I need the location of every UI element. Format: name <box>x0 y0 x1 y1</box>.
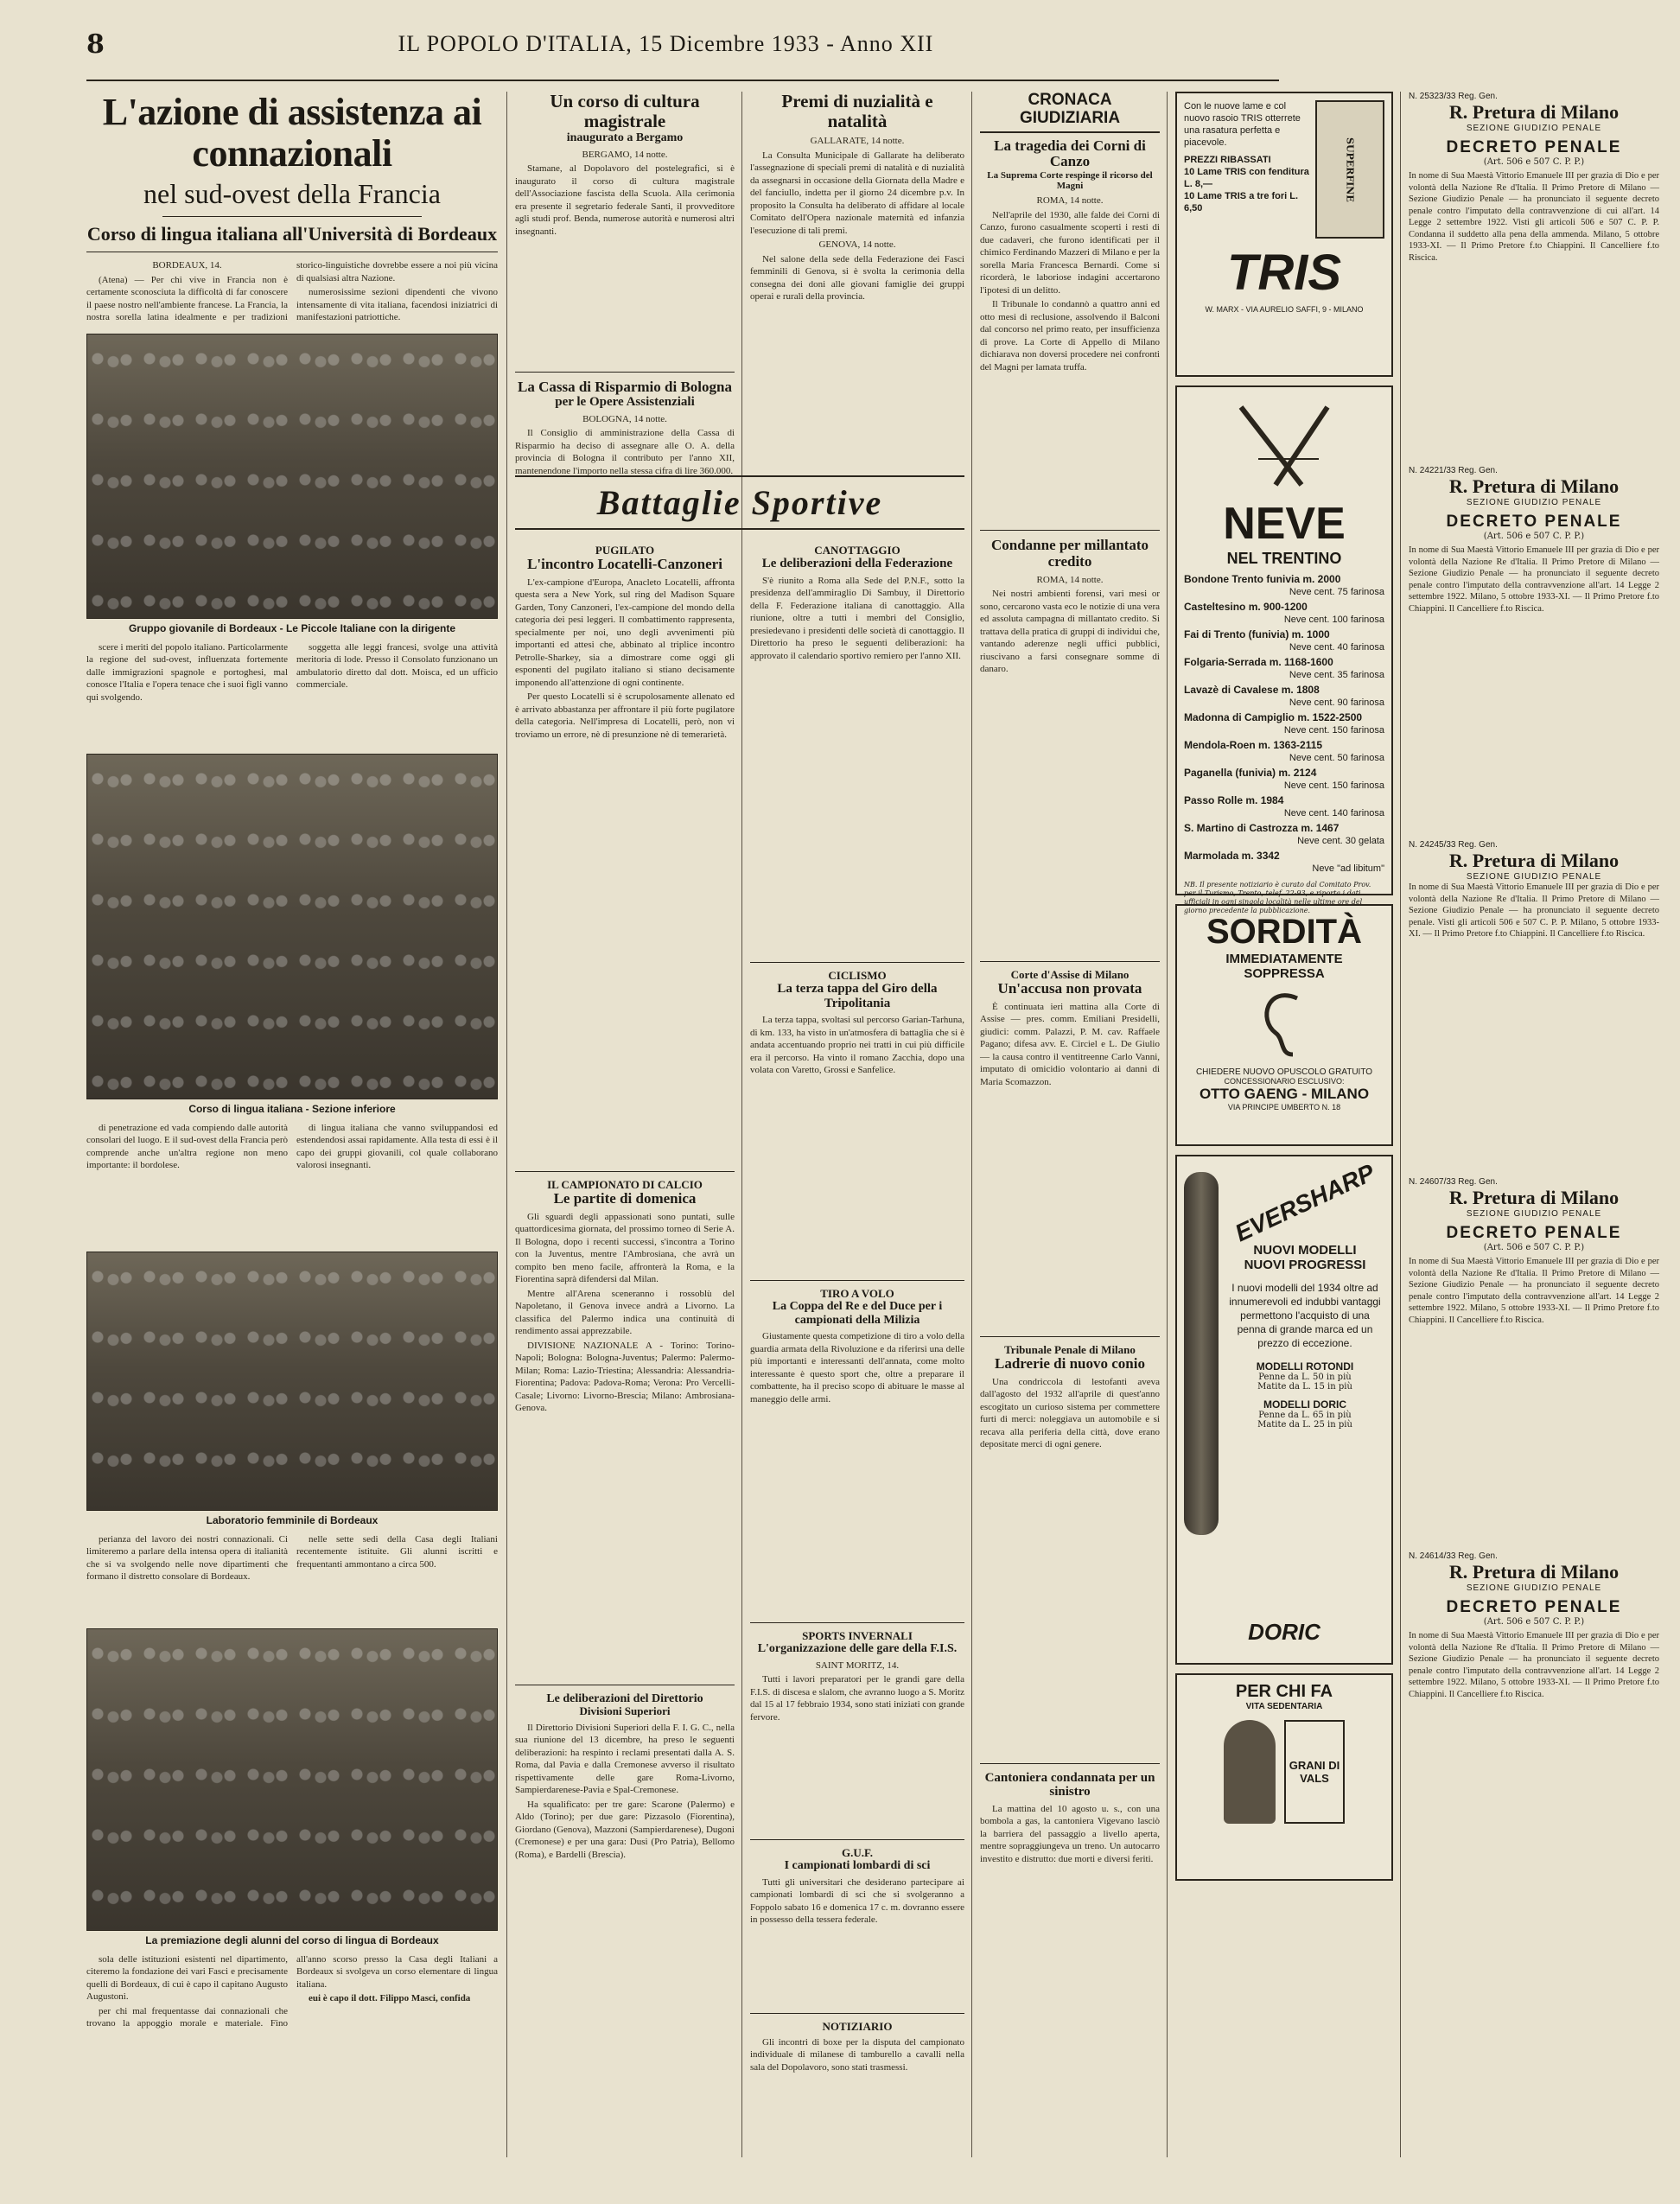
section-cronaca: CRONACA GIUDIZIARIA <box>980 92 1160 133</box>
photo-caption: Laboratorio femminile di Bordeaux <box>206 1513 379 1526</box>
skis-icon <box>1184 394 1384 498</box>
column-2-sport: PUGILATO L'incontro Locatelli-Canzoneri L'ex-campione d'Europa, Anacleto Locatelli, affronta questa sera a New York, sul ring del Madison Square Garden, Tony Canzoneri, l'ex-campione del mondo della categoria dei pesi leggeri. Il combattimento rappresenta, specialmente per noi, uno degli avvenimenti più importanti ed attesi che, abbinato al triplice incontro Petrolle-Sharkey, sia a dimostrare come oggi gli esponenti del pugilato italiano si stiano decisamente imponendo all'attenzione di ogni continente. Per questo Locatelli si è scrupolosamente allenato ed è arrivato abbastanza per affrontare il più forte pugilatore della categoria. Nell'impresa di Locatelli, però, non vi troviamo un errore, nè di presunzione nè di temerarietà. IL CAMPIONATO DI CALCIO Le partite di domenica Gli sguardi degli appassionati sono puntati, sulle quattordicesima giornata, del prossimo torneo di Serie A. Il Bologna, dopo i recenti successi, s'incontra a Torino con la Juventus, mentre l'Ambrosiana, che avrà un compito ben meno facile, affronterà la Roma, e la Fiorentina saprà difendersi dal Milan. Mentre all'Arena sceneranno i rossoblù del Napoletano, il Genova invece andrà a Livorno. La classifica del Palermo indica una continuità di rendimento assai apprezzabile. DIVISIONE NAZIONALE A - Torino: Torino-Napoli; Bologna: Bologna-Juventus; Palermo: Palermo-Milan; Roma: Lazio-Triestina; Alessandria: Alessandria-Fiorentina; Padova: Padova-Roma; Verona: Pro Vercelli-Casale; Livorno: Livorno-Brescia; Milano: Ambrosiana-Genova. Le deliberazioni del Direttorio Divisioni Superiori Il Direttorio Divisioni Superiori della F. I. G. C., nella sua riunione del 13 dicembre, ha preso le seguenti deliberazioni: ha respinto i reclami presentati dalla A. S. Roma, dal Pavia e dalla Cremonese avverso il risultato rispettivamente delle gare Roma-Livorno, Sampierdarenese-Pavia e Spal-Cremonese. Ha squalificato: per tre gare: Scarone (Palermo) e Aldo (Torino); per due gare: Pizzasolo (Fiorentina), Giordano (Genova), Mazzoni (Sampierdarenese), Dugoni (Cremonese) e per una gara: Dusi (Pro Patria), Bellomo (Roma), e Bardelli (Brescia). <box>515 544 735 1860</box>
decree-heading: DECRETO PENALE <box>1446 513 1622 531</box>
snow-condition: Neve cent. 40 farinosa <box>1289 642 1384 653</box>
decree-text: In nome di Sua Maestà Vittorio Emanuele III per grazia di Dio e per volontà della Nazione Re d'Italia. Il Primo Pretore di Milano — Sezione Giudizio Penale — ha pronunciato il seguente decreto penale. Visti gli articoli 506 e 507 C. P. P. Milano, 5 ottobre 1933-XI. — Il Primo Pretore f.to Chiappini. Il Cancelliere f.to Riscica. <box>1409 882 1659 939</box>
snow-condition: Neve cent. 150 farinosa <box>1283 780 1384 791</box>
headline-cantoniera: Cantoniera condannata per un sinistro <box>984 1770 1155 1800</box>
snow-report-row <box>1184 767 1384 793</box>
decree-heading: DECRETO PENALE <box>1446 138 1622 156</box>
decree-articles: (Art. 506 e 507 C. P. P.) <box>1483 1243 1585 1252</box>
main-headline: L'azione di assistenza ai connazionali <box>102 91 482 175</box>
pretura-decree <box>1409 1551 1659 1915</box>
snow-condition: Neve cent. 100 farinosa <box>1283 615 1384 625</box>
photo-corso-lingua <box>86 754 498 1099</box>
snow-report-row <box>1184 601 1384 627</box>
snow-condition: Neve cent. 150 farinosa <box>1283 725 1384 736</box>
headline-canottaggio: Le deliberazioni della Federazione <box>761 557 953 571</box>
person-icon <box>1224 1720 1276 1824</box>
snow-report-row <box>1184 850 1384 876</box>
ad-grani-vals: PER CHI FA VITA SEDENTARIA GRANI DI VALS <box>1175 1673 1393 1881</box>
page-number: 8 <box>86 29 105 60</box>
decree-section: SEZIONE GIUDIZIO PENALE <box>1466 872 1602 882</box>
snow-location: Mendola-Roen m. 1363-2115 <box>1184 739 1323 751</box>
snow-location: S. Martino di Castrozza m. 1467 <box>1184 822 1340 834</box>
main-subhead: nel sud-ovest della Francia <box>143 177 441 209</box>
column-3-sport: CANOTTAGGIO Le deliberazioni della Federazione S'è riunito a Roma alla Sede del P.N.F., sotto la presidenza dell'ammiraglio Di Sambuy, il Direttorio della F. Federazione italiana di canottaggio. Alla riunione, oltre a tutti i membri del Consiglio, presiedevano i presidenti delle società di canottaggio. Il Direttorio ha preso le seguenti deliberazioni: ha approvato il calendario sportivo remiero per l'anno XII. CICLISMO La terza tappa del Giro della Tripolitania La terza tappa, svoltasi sul percorso Garian-Tarhuna, di km. 133, ha visto in un'atmosfera di battaglia che si è andata accentuando proprio nei tratti in cui più difficile era il percorso. Ha vinto il romano Zacchia, dopo una volata con Varetto, Grossi e Sanfelice. TIRO A VOLO La Coppa del Re e del Duce per i campionati della Milizia Giustamente questa competizione di tiro a volo della guardia armata della Rivoluzione e da riferirsi una delle più importanti e interessanti dell'annata, come molto interessante è questo sport che, oltre a preparare il combattente, ha il preciso scopo di abituare le masse al maneggio delle armi. SPORTS INVERNALI L'organizzazione delle gare della F.I.S. SAINT MORITZ, 14. Tutti i lavori preparatori per le grandi gare della F.I.S. di discesa e slalom, che avranno luogo a S. Moritz dal 15 al 17 febbraio 1934, sono stati iniziati con grande fervore. G.U.F. I campionati lombardi di sci Tutti gli universitari che desiderano partecipare ai campionati lombardi di sci che si svolgeranno a Foppolo sabato 16 e domenica 17 c. m. dovranno essere in possesso della tessera federale. NOTIZIARIO Gli incontri di boxe per la disputa del campionato individuale di milanese di tamburello a cavalli nella sala del Dopolavoro, sono stati trasmessi. <box>750 544 964 2073</box>
snow-report-row <box>1184 684 1384 710</box>
headline-corso-cultura: Un corso di cultura magistrale <box>550 91 700 132</box>
photo-caption: La premiazione degli alunni del corso di lingua di Bordeaux <box>145 1933 439 1946</box>
masthead-title: IL POPOLO D'ITALIA, 15 Dicembre 1933 - Anno XII <box>398 31 934 56</box>
snow-report-row <box>1184 573 1384 599</box>
snow-condition: Neve cent. 30 gelata <box>1297 836 1384 846</box>
decree-ref: N. 24221/33 Reg. Gen. <box>1409 466 1498 475</box>
bottle-icon: GRANI DI VALS <box>1284 1720 1345 1824</box>
column-pretura <box>1409 92 1659 2149</box>
headline-invernali: L'organizzazione delle gare della F.I.S. <box>757 1642 958 1656</box>
snow-report-row <box>1184 822 1384 848</box>
tris-logo: TRIS <box>1226 245 1342 301</box>
decree-section: SEZIONE GIUDIZIO PENALE <box>1466 1209 1602 1219</box>
snow-condition: Neve cent. 35 farinosa <box>1289 670 1384 680</box>
snow-location: Fai di Trento (funivia) m. 1000 <box>1184 628 1330 640</box>
decree-ref: N. 24245/33 Reg. Gen. <box>1409 840 1498 850</box>
dateline: BORDEAUX, 14. <box>152 260 222 271</box>
snow-location: Lavazè di Cavalese m. 1808 <box>1184 684 1320 696</box>
photo-caption: Corso di lingua italiana - Sezione inferiore <box>188 1102 396 1115</box>
decree-section: SEZIONE GIUDIZIO PENALE <box>1466 124 1602 133</box>
sport-section-banner: Battaglie Sportive <box>515 475 964 536</box>
neve-title: NEVE <box>1223 499 1346 549</box>
snow-condition: Neve cent. 50 farinosa <box>1289 753 1384 763</box>
decree-ref: N. 24614/33 Reg. Gen. <box>1409 1551 1498 1561</box>
headline-calcio: Le partite di domenica <box>553 1190 697 1207</box>
pretura-decree <box>1409 1177 1659 1541</box>
snow-condition: Neve cent. 90 farinosa <box>1289 698 1384 708</box>
headline-corni-canzo: La tragedia dei Corni di Canzo <box>994 137 1146 170</box>
decree-articles: (Art. 506 e 507 C. P. P.) <box>1483 532 1585 541</box>
decree-text: In nome di Sua Maestà Vittorio Emanuele III per grazia di Dio e per volontà della Nazione Re d'Italia. Il Primo Pretore di Milano — Sezione Giudizio Penale — ha pronunciato il seguente decreto penale contro l'imputato della contravvenzione all'art. 14 Legge 2 settembre 1922. Milano, 5 ottobre 1933-XI. — Il Primo Pretore f.to Chiappini. Il Cancelliere f.to Riscica. <box>1409 1257 1659 1325</box>
pretura-decree <box>1409 840 1659 1167</box>
snow-condition: Neve cent. 140 farinosa <box>1283 808 1384 819</box>
snow-report-row <box>1184 739 1384 765</box>
column-3: Premi di nuzialità e natalità GALLARATE, 14 notte. La Consulta Municipale di Gallarate ha deliberato l'assegnazione di speciali premi di natalità e di nuzialità da assegnarsi in occasione della Giornata della Madre e del fanciullo, indetta per il giorno 24 dicembre p.v. In proposito la Consulta ha deliberato di affidare al locale Comitato dell'Opera nazionale maternità ed infanzia l'esecuzione di tali premi. GENOVA, 14 notte. Nel salone della sede della Federazione dei Fasci femminili di Genova, si è svolta la cerimonia della consegna dei doni alle giovani famiglie dei gruppi operai e rurali della provincia. <box>750 91 964 303</box>
article-intro: BORDEAUX, 14. (Atena) — Per chi vive in Francia non è certamente sconosciuta la difficoltà di far conoscere il paese nostro nell'ambiente francese. La Francia, la nostra sorella latina idealmente e per tradizioni storico-linguistiche dovrebbe essere a noi più vicina di qualsiasi altra Nazione. numerosissime sezioni dipendenti che vivono intensamente di vita italiana, facendosi iniziatrici di manifestazioni patriottiche. <box>86 260 498 323</box>
ad-tris: Con le nuove lame e col nuovo rasoio TRIS otterrete una rasatura perfetta e piacevole. PREZZI RIBASSATI 10 Lame TRIS con fenditura L. 8,— 10 Lame TRIS a tre fori L. 6,50 SUPERFINE TRIS W. MARX - VIA AURELIO SAFFI, 9 - MILANO <box>1175 92 1393 377</box>
decree-articles: (Art. 506 e 507 C. P. P.) <box>1483 1617 1585 1627</box>
photo-caption: Gruppo giovanile di Bordeaux - Le Piccole Italiane con la dirigente <box>128 621 456 634</box>
decree-title: R. Pretura di Milano <box>1448 101 1620 123</box>
masthead <box>86 9 1279 81</box>
pen-icon <box>1184 1172 1219 1535</box>
decree-title: R. Pretura di Milano <box>1448 850 1620 871</box>
headline-tiro: La Coppa del Re e del Duce per i campionati della Milizia <box>772 1300 943 1327</box>
ear-icon <box>1184 981 1384 1067</box>
ad-sordita: SORDITÀ IMMEDIATAMENTE SOPPRESSA CHIEDERE NUOVO OPUSCOLO GRATUITO CONCESSIONARIO ESCLUSIVO: OTTO GAENG - MILANO VIA PRINCIPE UMBERTO N. 18 <box>1175 904 1393 1146</box>
snow-report-row <box>1184 628 1384 654</box>
snow-report-list <box>1184 573 1384 876</box>
snow-report-row <box>1184 656 1384 682</box>
ad-eversharp: EVERSHARP NUOVI MODELLI NUOVI PROGRESSI I nuovi modelli del 1934 oltre ad innumerevoli ed indubbi vantaggi permettono l'acquisto di una penna di grande marca ed un prezzo di eccezione. MODELLI ROTONDI Penne da L. 50 in più Matite da L. 15 in più MODELLI DORIC Penne da L. 65 in più Matite da L. 25 in più DORIC <box>1175 1155 1393 1665</box>
decree-title: R. Pretura di Milano <box>1448 475 1620 497</box>
snow-location: Casteltesino m. 900-1200 <box>1184 601 1308 613</box>
decree-heading: DECRETO PENALE <box>1446 1598 1622 1616</box>
decree-text: In nome di Sua Maestà Vittorio Emanuele III per grazia di Dio e per volontà della Nazione Re d'Italia. Il Primo Pretore di Milano — Sezione Giudizio Penale — ha pronunciato il seguente decreto penale contro l'imputato della contravvenzione all'art. 14 Legge 2 settembre 1922. Milano, 5 ottobre 1933-XI. — Il Primo Pretore f.to Chiappini. Il Cancelliere f.to Riscica. <box>1409 1631 1659 1699</box>
decree-text: In nome di Sua Maestà Vittorio Emanuele III per grazia di Dio e per volontà della Nazione Re d'Italia. Il Primo Pretore di Milano — Sezione Giudizio Penale — ha pronunciato il seguente decreto penale contro l'imputato della contravvenzione di cui all'art. 14 Legge 2 settembre 1922. Visti gli articoli 506 e 507 C. P. P. Condanna il suddetto alla pena della ammenda. Milano, 5 ottobre 1933-XI. — Il Primo Pretore f.to Chiappini. Il Cancelliere f.to Riscica. <box>1409 171 1659 263</box>
snow-location: Marmolada m. 3342 <box>1184 850 1280 862</box>
decree-title: R. Pretura di Milano <box>1448 1187 1620 1208</box>
decree-title: R. Pretura di Milano <box>1448 1561 1620 1583</box>
snow-condition: Neve cent. 75 farinosa <box>1289 587 1384 597</box>
decree-articles: (Art. 506 e 507 C. P. P.) <box>1483 157 1585 167</box>
main-subhead-2: Corso di lingua italiana all'Università di Bordeaux <box>86 222 498 245</box>
column-ads <box>1175 92 1393 2149</box>
headline-ladrerie: Ladrerie di nuovo conio <box>995 1355 1145 1372</box>
snow-condition: Neve "ad libitum" <box>1312 863 1384 874</box>
decree-heading: DECRETO PENALE <box>1446 1224 1622 1242</box>
column-1: L'azione di assistenza ai connazionali nel sud-ovest della Francia Corso di lingua italiana all'Università di Bordeaux BORDEAUX, 14. (Atena) — Per chi vive in Francia non è certamente sconosciuta la difficoltà di far conoscere il paese nostro nell'ambiente francese. La Francia, la nostra sorella latina idealmente e per tradizioni storico-linguistiche dovrebbe essere a noi più vicina di qualsiasi altra Nazione. numerosissime sezioni dipendenti che vivono intensamente di vita italiana, facendosi iniziatrici di manifestazioni patriottiche. Gruppo giovanile di Bordeaux - Le Piccole Italiane con la dirigente scere i meriti del popolo italiano. Particolarmente la regione del sud-ovest, influenzata fortemente dalle immigrazioni spagnole e portoghesi, mal conosce l'Italia e l'opera tenace che i suoi figli vanno qui svolgendo. soggetta alle leggi francesi, svolge una attività meritoria di lode. Presso il Consolato funzionano un ambulatorio diretto dal dott. Moisca, ed un ufficio commerciale. Corso di lingua italiana - Sezione inferiore di penetrazione ed vada compiendo dalle autorità consolari del luogo. E il sud-ovest della Francia però comprende anche un'altra regione non meno importante: il bordolese. di lingua italiana che vanno sviluppandosi ed estendendosi assai rapidamente. Alla testa di essi è il capo dei gruppi giovanili, col quale collaborano valorosi insegnanti. Laboratorio femminile di Bordeaux perianza del lavoro dei nostri connazionali. Ci limiteremo a parlare della intensa opera di italianità che si va svolgendo nelle nove dipartimenti che formano il distretto consolare di Bordeaux. nelle sette sedi della Casa degli Italiani recentemente istituite. Gli alunni iscritti e frequentanti ammontano a circa 500. La premiazione degli alunni del corso di lingua di Bordeaux sola delle istituzioni esistenti nel dipartimento, citeremo la fondazione dei vari Fasci e precisamente quelli di Bordeaux, di cui è capo il capitano Augusto Augustoni. per chi mal frequentasse dai connazionali che trovano la appoggio morale e materiale. Fino all'anno scorso presso la Casa degli Italiani a Bordeaux si svolgeva un corso elementare di lingua italiana. eui è capo il dott. Filippo Masci, confida <box>86 91 498 2029</box>
snow-report-row <box>1184 711 1384 737</box>
pretura-decree <box>1409 92 1659 455</box>
headline-millantato: Condanne per millantato credito <box>991 537 1149 570</box>
newspaper-page <box>17 9 1663 2161</box>
headline-ciclismo: La terza tappa del Giro della Tripolitania <box>777 982 938 1010</box>
snow-location: Passo Rolle m. 1984 <box>1184 794 1284 806</box>
decree-section: SEZIONE GIUDIZIO PENALE <box>1466 498 1602 507</box>
headline-cassa-risparmio: La Cassa di Risparmio di Bologna <box>518 378 732 395</box>
pretura-decree <box>1409 466 1659 830</box>
headline-guf: I campionati lombardi di sci <box>784 1859 931 1873</box>
photo-gruppo-giovanile <box>86 334 498 619</box>
ad-neve-trentino: NEVE NEL TRENTINO Bondone Trento funivia m. 2000 Neve cent. 75 farinosa Casteltesino m. 900-1200 Neve cent. 100 farinosa Fai di Trento (funivia) m. 1000 Neve cent. 40 farinosa Folgaria-Serrada m. 1168-1600 Neve cent. 35 farinosa Lavazè di Cavalese m. 1808 Neve cent. 90 farinosa Madonna di Campiglio m. 1522-2500 Neve cent. 150 farinosa Mendola-Roen m. 1363-2115 Neve cent. 50 farinosa Paganella (funivia) m. 2124 Neve cent. 150 farinosa Passo Rolle m. 1984 Neve cent. 140 farinosa S. Martino di Castrozza m. 1467 Neve cent. 30 gelata Marmolada m. 3342 Neve "ad libitum" NB. Il presente notiziario è curato dal Comitato Prov. per il Turismo, Trento, telef. 22-93, e riporta i dati ufficiali in ogni singola località nelle ultime ore del giorno precedente la pubblicazione. <box>1175 385 1393 895</box>
razor-blade-icon: SUPERFINE <box>1315 100 1384 239</box>
decree-ref: N. 25323/33 Reg. Gen. <box>1409 92 1498 101</box>
decree-ref: N. 24607/33 Reg. Gen. <box>1409 1177 1498 1187</box>
snow-location: Madonna di Campiglio m. 1522-2500 <box>1184 711 1363 723</box>
decree-text: In nome di Sua Maestà Vittorio Emanuele III per grazia di Dio e per volontà della Nazione Re d'Italia. Il Primo Pretore di Milano — Sezione Giudizio Penale — ha pronunciato il seguente decreto penale contro l'imputato della contravvenzione all'art. 14 Legge 2 settembre 1922. Milano, 5 ottobre 1933-XI. — Il Primo Pretore f.to Chiappini. Il Cancelliere f.to Riscica. <box>1409 545 1659 614</box>
snow-location: Bondone Trento funivia m. 2000 <box>1184 573 1341 585</box>
column-4: CRONACA GIUDIZIARIA La tragedia dei Corni di Canzo La Suprema Corte respinge il ricorso del Magni ROMA, 14 notte. Nell'aprile del 1930, alle falde dei Corni di Canzo, furono casualmente scoperti i resti di due cadaveri, che furono identificati per il chimico Ferdinando Mazzeri di Milano e per la sorella Maria Francesca Bernardi. Come si ricorderà, le laboriose indagini accertarono l'ipotesi di un delitto. Il Tribunale lo condannò a quattro anni ed otto mesi di reclusione, assolvendo il Balconi dal concorso nel primo reato, per insufficienza di prove. La Corte di Appello di Milano dichiarava non doversi procedere nei confronti del Magni per lamata truffa. Condanne per millantato credito ROMA, 14 notte. Nei nostri ambienti forensi, vari mesi or sono, cercarono vasta eco le notizie di una vera ed assoluta campagna di millantato credito. Si trattava della pratica di gruppi di individui che, vantando aderenze negli uffici pubblici, riuscivano a farsi consegnare somme di danaro. Corte d'Assise di Milano Un'accusa non provata È continuata ieri mattina alla Corte di Assise — pres. comm. Emiliani Presidelli, giudici: comm. Palazzi, P. M. cav. Raffaele Pagano; difesa avv. E. Circiel e L. De Giulio — la causa contro il ventitreenne Carlo Vanni, imputato di omicidio volontario ai danni di Maria Scomazzon. Tribunale Penale di Milano Ladrerie di nuovo conio Una condriccola di lestofanti aveva dall'agosto del 1932 all'aprile di quest'anno escogitato un curioso sistema per commettere furti di merci: noleggiava un automobile e si recava alla periferia della città, dove erano depositate merci di ogni genere. Cantoniera condannata per un sinistro La mattina del 10 agosto u. s., con una bombola a gas, la cantoniera Vigevano lasciò la barriera del passaggio a livello aperta, mentre sopraggiungeva un treno. Un autocarro investito e distrutto: due morti e diversi feriti. <box>980 91 1161 1864</box>
headline-locatelli: L'incontro Locatelli-Canzoneri <box>527 556 722 573</box>
snow-location: Paganella (funivia) m. 2124 <box>1184 767 1317 779</box>
photo-laboratorio <box>86 1252 498 1511</box>
snow-location: Folgaria-Serrada m. 1168-1600 <box>1184 656 1333 668</box>
decree-section: SEZIONE GIUDIZIO PENALE <box>1466 1583 1602 1593</box>
headline-accusa: Un'accusa non provata <box>997 980 1142 997</box>
snow-report-row <box>1184 794 1384 820</box>
photo-premiazione <box>86 1628 498 1931</box>
column-2: Un corso di cultura magistrale inaugurato a Bergamo BERGAMO, 14 notte. Stamane, al Dopolavoro del postelegrafici, si è inaugurato il corso di cultura magistrale dell'Associazione fascista della Scuola. Alla cerimonia era presente il segretario federale Santi, il provveditore agli studi prof. Benda, numerose autorità e numerosi altri insegnanti. La Cassa di Risparmio di Bologna per le Opere Assistenziali BOLOGNA, 14 notte. Il Consiglio di amministrazione della Cassa di Risparmio ha deciso di assegnare alle O. A. della provincia di Bologna il contributo per l'anno XII, mantenendone l'importo nella stessa cifra di lire 360.000. <box>515 91 735 476</box>
headline-premi-nuzialita: Premi di nuzialità e natalità <box>781 91 933 132</box>
